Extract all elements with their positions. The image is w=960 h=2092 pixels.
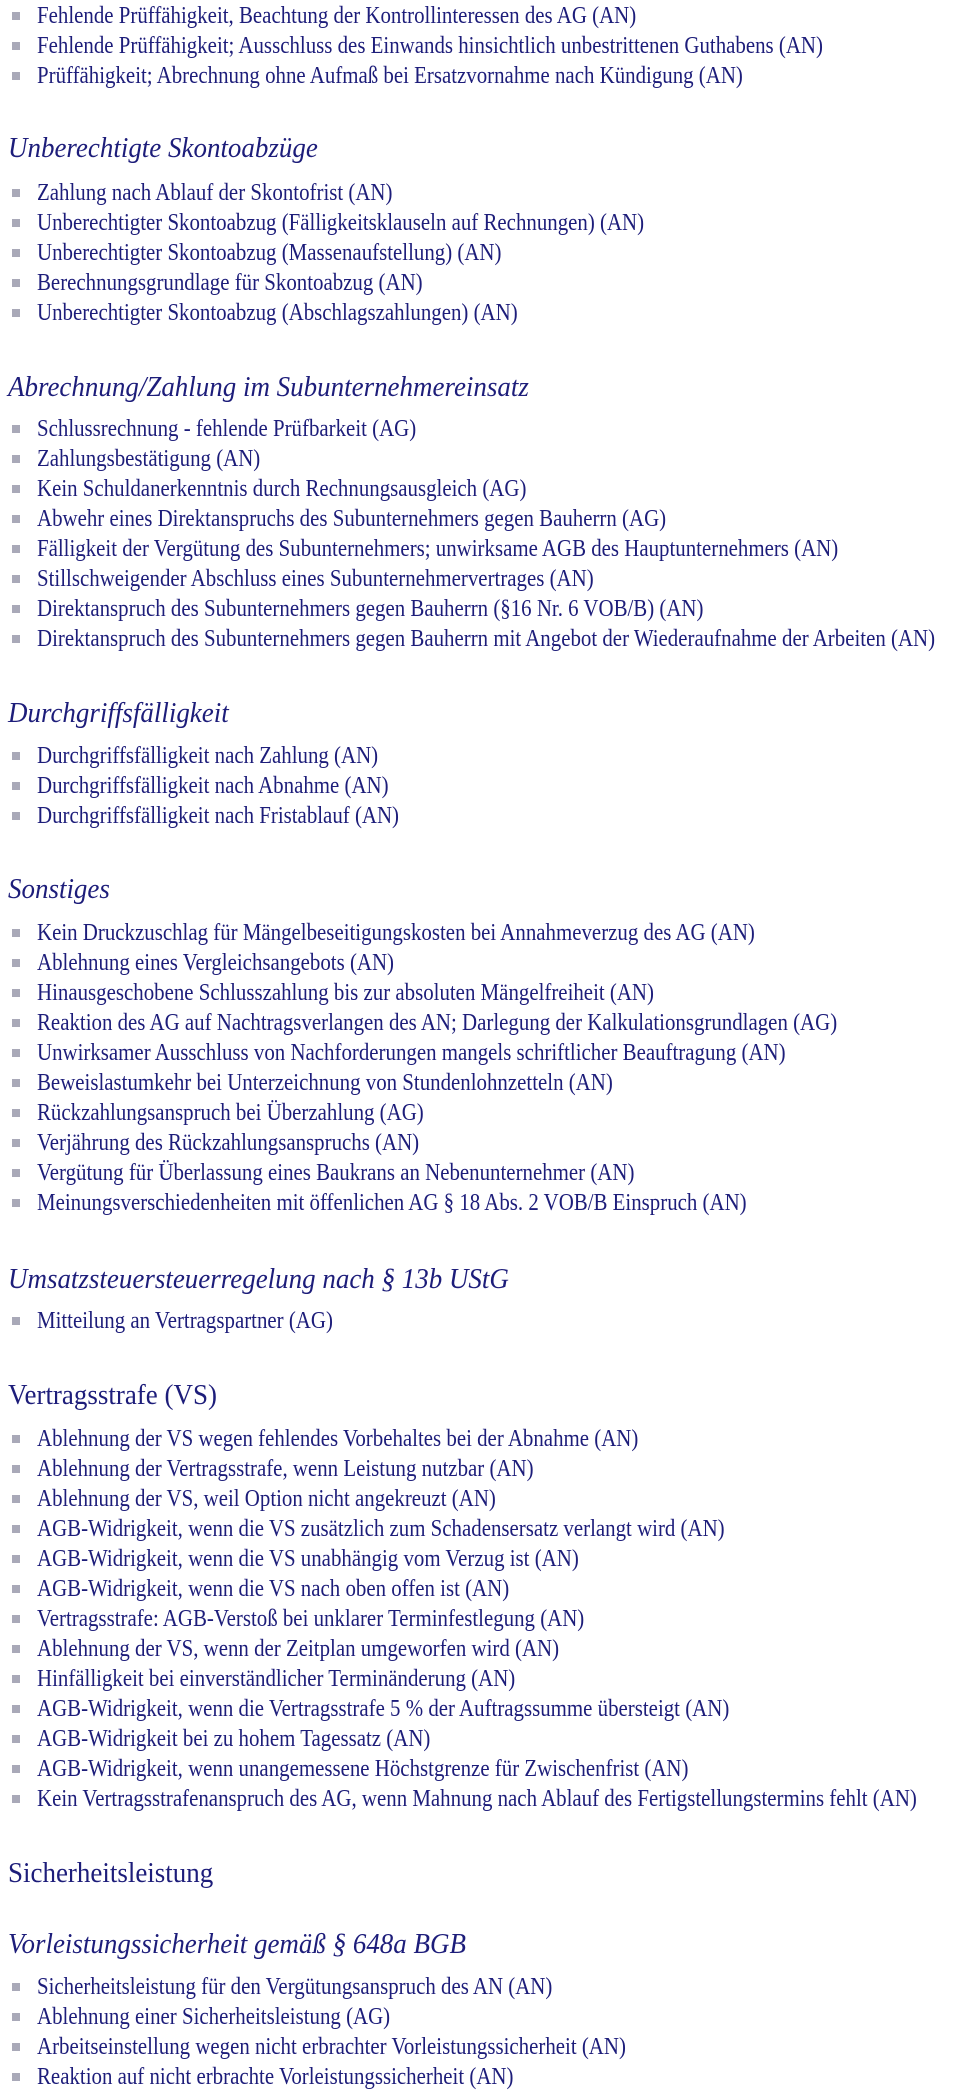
square-bullet-icon bbox=[12, 2043, 20, 2051]
list-item-text: AGB-Widrigkeit, wenn die VS nach oben offen ist (AN) bbox=[37, 1576, 510, 1602]
square-bullet-icon bbox=[12, 1435, 20, 1443]
list-item-text: Arbeitseinstellung wegen nicht erbrachter Vorleistungssicherheit (AN) bbox=[37, 2034, 626, 2060]
square-bullet-icon bbox=[12, 1795, 20, 1803]
square-bullet-icon bbox=[12, 1525, 20, 1533]
square-bullet-icon bbox=[12, 2073, 20, 2081]
square-bullet-icon bbox=[12, 1317, 20, 1325]
list-item-text: Hinfälligkeit bei einverständlicher Terminänderung (AN) bbox=[37, 1666, 516, 1692]
square-bullet-icon bbox=[12, 2013, 20, 2021]
square-bullet-icon bbox=[12, 425, 20, 433]
list-item-text: Zahlung nach Ablauf der Skontofrist (AN) bbox=[37, 180, 393, 206]
section-heading: Vorleistungssicherheit gemäß § 648a BGB bbox=[8, 1928, 466, 1960]
section-heading: Vertragsstrafe (VS) bbox=[8, 1379, 217, 1411]
square-bullet-icon bbox=[12, 219, 20, 227]
square-bullet-icon bbox=[12, 455, 20, 463]
square-bullet-icon bbox=[12, 12, 20, 20]
square-bullet-icon bbox=[12, 989, 20, 997]
section-heading: Sicherheitsleistung bbox=[8, 1857, 214, 1889]
section-heading: Durchgriffsfälligkeit bbox=[8, 697, 229, 729]
list-item-text: Vertragsstrafe: AGB-Verstoß bei unklarer Terminfestlegung (AN) bbox=[37, 1606, 585, 1632]
square-bullet-icon bbox=[12, 1465, 20, 1473]
square-bullet-icon bbox=[12, 189, 20, 197]
list-item-text: AGB-Widrigkeit, wenn die VS zusätzlich zum Schadensersatz verlangt wird (AN) bbox=[37, 1516, 725, 1542]
list-item-text: AGB-Widrigkeit bei zu hohem Tagessatz (AN) bbox=[37, 1726, 431, 1752]
list-item-text: Ablehnung der Vertragsstrafe, wenn Leistung nutzbar (AN) bbox=[37, 1456, 534, 1482]
square-bullet-icon bbox=[12, 959, 20, 967]
square-bullet-icon bbox=[12, 929, 20, 937]
list-item-text: Unberechtigter Skontoabzug (Fälligkeitsklauseln auf Rechnungen) (AN) bbox=[37, 210, 645, 236]
list-item-text: Meinungsverschiedenheiten mit öffenlichen AG § 18 Abs. 2 VOB/B Einspruch (AN) bbox=[37, 1190, 747, 1216]
list-item-text: Zahlungsbestätigung (AN) bbox=[37, 446, 261, 472]
list-item-text: Beweislastumkehr bei Unterzeichnung von Stundenlohnzetteln (AN) bbox=[37, 1070, 613, 1096]
list-item-text: Durchgriffsfälligkeit nach Abnahme (AN) bbox=[37, 773, 389, 799]
list-item-text: AGB-Widrigkeit, wenn die Vertragsstrafe 5 % der Auftragssumme übersteigt (AN) bbox=[37, 1696, 730, 1722]
square-bullet-icon bbox=[12, 1109, 20, 1117]
list-item-text: Rückzahlungsanspruch bei Überzahlung (AG) bbox=[37, 1100, 424, 1126]
square-bullet-icon bbox=[12, 545, 20, 553]
square-bullet-icon bbox=[12, 1645, 20, 1653]
list-item-text: Durchgriffsfälligkeit nach Fristablauf (AN) bbox=[37, 803, 400, 829]
list-item-text: Ablehnung einer Sicherheitsleistung (AG) bbox=[37, 2004, 391, 2030]
list-item-text: AGB-Widrigkeit, wenn die VS unabhängig vom Verzug ist (AN) bbox=[37, 1546, 579, 1572]
square-bullet-icon bbox=[12, 812, 20, 820]
square-bullet-icon bbox=[12, 1705, 20, 1713]
square-bullet-icon bbox=[12, 1675, 20, 1683]
list-item-text: Unberechtigter Skontoabzug (Abschlagszahlungen) (AN) bbox=[37, 300, 518, 326]
list-item-text: Stillschweigender Abschluss eines Subunternehmervertrages (AN) bbox=[37, 566, 594, 592]
square-bullet-icon bbox=[12, 1019, 20, 1027]
square-bullet-icon bbox=[12, 1079, 20, 1087]
list-item-text: Hinausgeschobene Schlusszahlung bis zur absoluten Mängelfreiheit (AN) bbox=[37, 980, 654, 1006]
square-bullet-icon bbox=[12, 1615, 20, 1623]
square-bullet-icon bbox=[12, 309, 20, 317]
square-bullet-icon bbox=[12, 249, 20, 257]
list-item-text: Verjährung des Rückzahlungsanspruchs (AN) bbox=[37, 1130, 420, 1156]
square-bullet-icon bbox=[12, 485, 20, 493]
section-heading: Abrechnung/Zahlung im Subunternehmereinsatz bbox=[8, 371, 529, 403]
list-item-text: Ablehnung eines Vergleichsangebots (AN) bbox=[37, 950, 395, 976]
square-bullet-icon bbox=[12, 752, 20, 760]
list-item-text: Unberechtigter Skontoabzug (Massenaufstellung) (AN) bbox=[37, 240, 502, 266]
square-bullet-icon bbox=[12, 1199, 20, 1207]
square-bullet-icon bbox=[12, 782, 20, 790]
list-item-text: Direktanspruch des Subunternehmers gegen Bauherrn mit Angebot der Wiederaufnahme der Arbeiten (AN) bbox=[37, 626, 936, 652]
section-heading: Unberechtigte Skontoabzüge bbox=[8, 132, 318, 164]
square-bullet-icon bbox=[12, 1555, 20, 1563]
square-bullet-icon bbox=[12, 515, 20, 523]
list-item-text: Fehlende Prüffähigkeit; Ausschluss des Einwands hinsichtlich unbestrittenen Guthabens (AN) bbox=[37, 33, 823, 59]
square-bullet-icon bbox=[12, 279, 20, 287]
list-item-text: Durchgriffsfälligkeit nach Zahlung (AN) bbox=[37, 743, 379, 769]
list-item-text: Fälligkeit der Vergütung des Subunternehmers; unwirksame AGB des Hauptunternehmers (AN) bbox=[37, 536, 839, 562]
list-item-text: Sicherheitsleistung für den Vergütungsanspruch des AN (AN) bbox=[37, 1974, 553, 2000]
square-bullet-icon bbox=[12, 1169, 20, 1177]
list-item-text: Ablehnung der VS, wenn der Zeitplan umgeworfen wird (AN) bbox=[37, 1636, 560, 1662]
square-bullet-icon bbox=[12, 72, 20, 80]
list-item-text: Kein Vertragsstrafenanspruch des AG, wenn Mahnung nach Ablauf des Fertigstellungstermins fehlt (AN) bbox=[37, 1786, 917, 1812]
list-item-text: Prüffähigkeit; Abrechnung ohne Aufmaß bei Ersatzvornahme nach Kündigung (AN) bbox=[37, 63, 743, 89]
list-item-text: Reaktion des AG auf Nachtragsverlangen des AN; Darlegung der Kalkulationsgrundlagen (AG) bbox=[37, 1010, 838, 1036]
square-bullet-icon bbox=[12, 1049, 20, 1057]
list-item-text: Schlussrechnung - fehlende Prüfbarkeit (AG) bbox=[37, 416, 417, 442]
square-bullet-icon bbox=[12, 1735, 20, 1743]
section-heading: Sonstiges bbox=[8, 873, 110, 905]
square-bullet-icon bbox=[12, 635, 20, 643]
square-bullet-icon bbox=[12, 1983, 20, 1991]
list-item-text: Abwehr eines Direktanspruchs des Subunternehmers gegen Bauherrn (AG) bbox=[37, 506, 667, 532]
square-bullet-icon bbox=[12, 42, 20, 50]
square-bullet-icon bbox=[12, 1139, 20, 1147]
list-item-text: Fehlende Prüffähigkeit, Beachtung der Kontrollinteressen des AG (AN) bbox=[37, 3, 637, 29]
list-item-text: Berechnungsgrundlage für Skontoabzug (AN) bbox=[37, 270, 423, 296]
list-item-text: Unwirksamer Ausschluss von Nachforderungen mangels schriftlicher Beauftragung (AN) bbox=[37, 1040, 786, 1066]
square-bullet-icon bbox=[12, 605, 20, 613]
square-bullet-icon bbox=[12, 1765, 20, 1773]
list-item-text: Vergütung für Überlassung eines Baukrans an Nebenunternehmer (AN) bbox=[37, 1160, 635, 1186]
list-item-text: Kein Schuldanerkenntnis durch Rechnungsausgleich (AG) bbox=[37, 476, 527, 502]
list-item-text: Direktanspruch des Subunternehmers gegen Bauherrn (§16 Nr. 6 VOB/B) (AN) bbox=[37, 596, 704, 622]
list-item-text: Kein Druckzuschlag für Mängelbeseitigungskosten bei Annahmeverzug des AG (AN) bbox=[37, 920, 755, 946]
section-heading: Umsatzsteuersteuerregelung nach § 13b UStG bbox=[8, 1263, 509, 1295]
list-item-text: AGB-Widrigkeit, wenn unangemessene Höchstgrenze für Zwischenfrist (AN) bbox=[37, 1756, 689, 1782]
square-bullet-icon bbox=[12, 575, 20, 583]
list-item-text: Mitteilung an Vertragspartner (AG) bbox=[37, 1308, 333, 1334]
square-bullet-icon bbox=[12, 1495, 20, 1503]
list-item-text: Ablehnung der VS wegen fehlendes Vorbehaltes bei der Abnahme (AN) bbox=[37, 1426, 639, 1452]
square-bullet-icon bbox=[12, 1585, 20, 1593]
list-item-text: Reaktion auf nicht erbrachte Vorleistungssicherheit (AN) bbox=[37, 2064, 514, 2090]
list-item-text: Ablehnung der VS, weil Option nicht angekreuzt (AN) bbox=[37, 1486, 496, 1512]
